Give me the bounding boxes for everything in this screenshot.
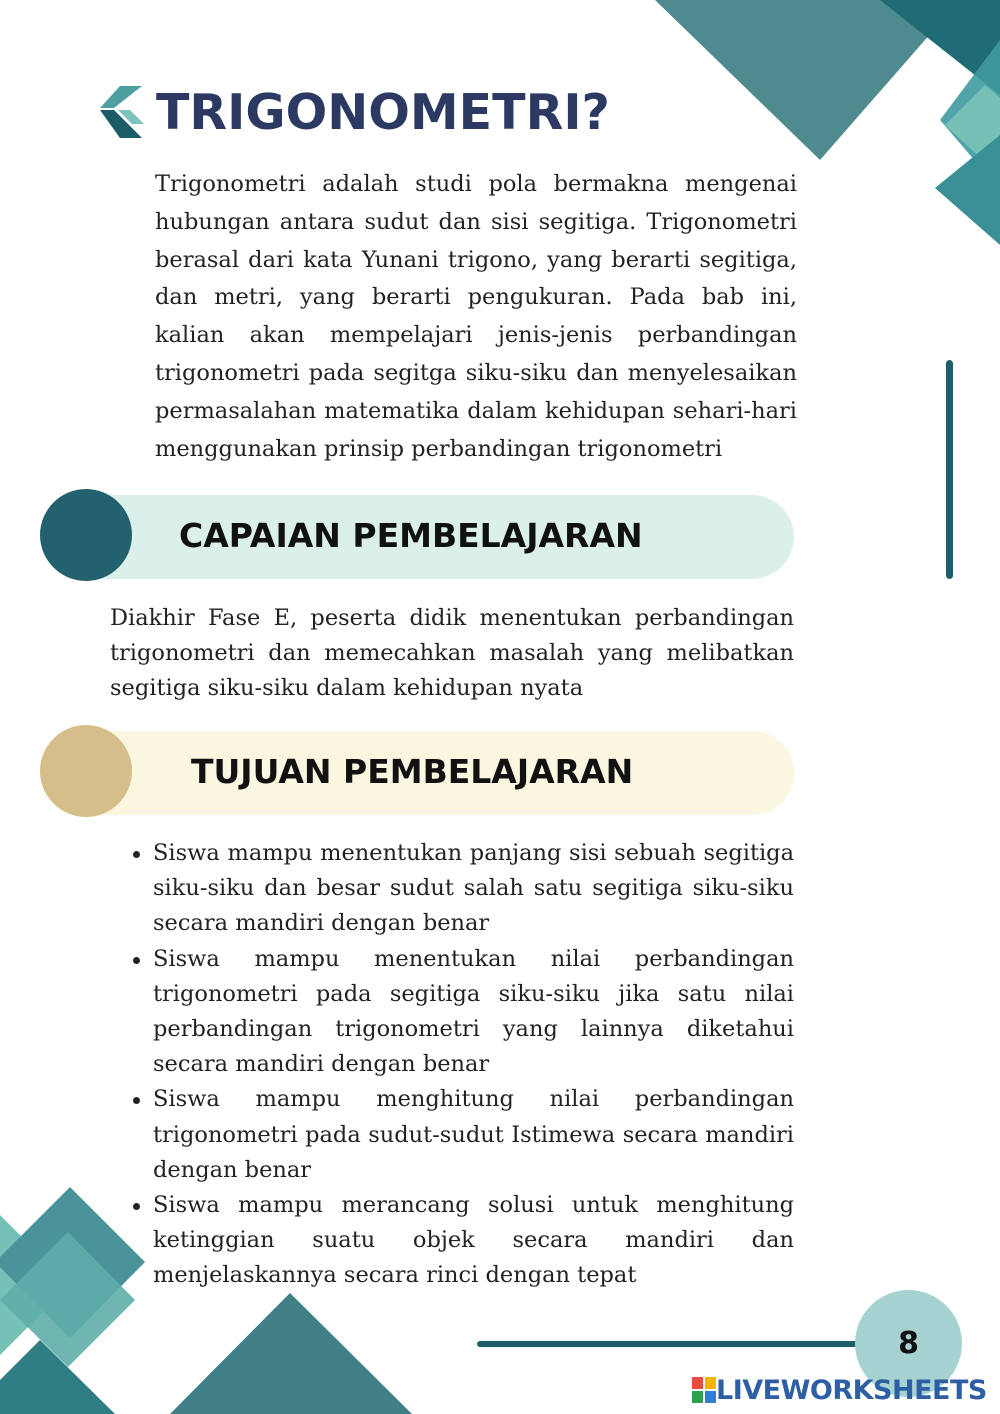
list-item: Siswa mampu menentukan nilai perbandingan trigonometri pada segitiga siku-siku jika satu nilai perbandingan trigonometri yang lainnya diketahui secara mandiri dengan benar <box>153 942 794 1083</box>
intro-paragraph: Trigonometri adalah studi pola bermakna mengenai hubungan antara sudut dan sisi segitiga. Trigonometri berasal dari kata Yunani trigono, yang berarti segitiga, dan metri, yang berarti pengukuran. Pada bab ini, kalian akan mempelajari jenis-jenis perbandingan trigonometri pada segitga siku-siku dan menyelesaikan permasalahan matematika dalam kehidupan sehari-hari menggunakan prinsip perbandingan trigonometri <box>155 171 797 462</box>
page-title: TRIGONOMETRI? <box>156 83 610 141</box>
capaian-heading: CAPAIAN PEMBELAJARAN <box>179 516 643 555</box>
deco-diamond-bottom-center <box>170 1293 412 1414</box>
liveworksheets-brand[interactable] <box>692 1372 987 1408</box>
page-number: 8 <box>898 1326 919 1361</box>
vertical-accent-bar <box>946 360 953 579</box>
list-item: Siswa mampu merancang solusi untuk menghitung ketinggian suatu objek secara mandiri dan menjelaskannya secara rinci dengan tepat <box>153 1188 794 1294</box>
tujuan-list <box>153 836 794 1294</box>
footer-line <box>477 1341 877 1347</box>
chevron-left-icon <box>100 84 146 140</box>
tujuan-heading: TUJUAN PEMBELAJARAN <box>191 752 634 791</box>
list-item: Siswa mampu menentukan panjang sisi sebuah segitiga siku-siku dan besar sudut salah satu segitiga siku-siku secara mandiri dengan benar <box>153 836 794 942</box>
capaian-circle <box>40 489 132 581</box>
title-row <box>100 72 610 152</box>
liveworksheets-logo-icon <box>692 1377 716 1403</box>
tujuan-circle <box>40 725 132 817</box>
capaian-text: Diakhir Fase E, peserta didik menentukan perbandingan trigonometri dan memecahkan masalah yang melibatkan segitiga siku-siku dalam kehidupan nyata <box>110 605 794 701</box>
list-item: Siswa mampu menghitung nilai perbandingan trigonometri pada sudut-sudut Istimewa secara mandiri dengan benar <box>153 1082 794 1188</box>
brand-name: LIVEWORKSHEETS <box>716 1374 987 1406</box>
